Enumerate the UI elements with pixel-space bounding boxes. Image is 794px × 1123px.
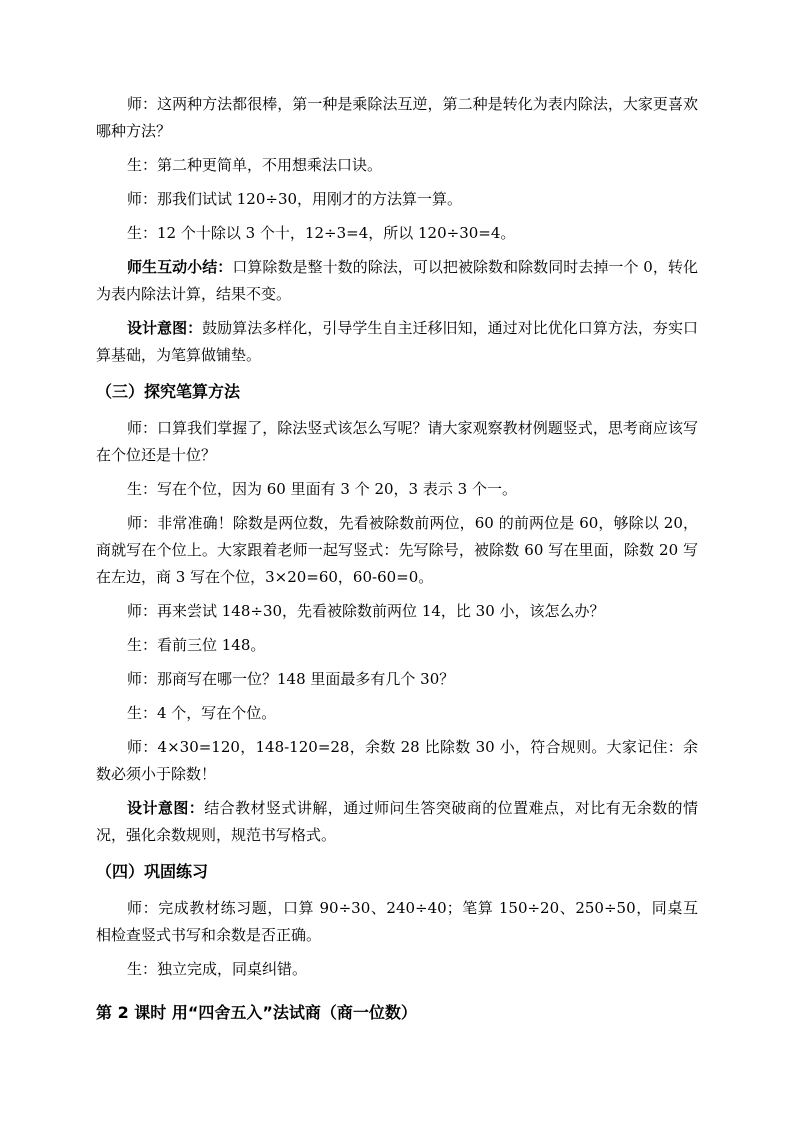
summary-label: 师生互动小结： [127, 258, 233, 276]
paragraph-text: 生：12 个十除以 3 个十，12÷3=4，所以 120÷30=4。 [127, 224, 516, 242]
paragraph-text: 生：写在个位，因为 60 里面有 3 个 20，3 表示 3 个一。 [127, 480, 517, 498]
lesson-title: 第 2 课时 用“四舍五入”法试商（商一位数） [96, 1003, 417, 1022]
paragraph-text: 师：这两种方法都很棒，第一种是乘除法互逆，第二种是转化为表内除法，大家更喜欢哪种方法？ [96, 95, 698, 140]
paragraph-text: 鼓励算法多样化，引导学生自主迁移旧知，通过对比优化口算方法，夯实口算基础，为笔算做铺垫。 [96, 319, 698, 364]
paragraph-text: 师：4×30=120，148-120=28，余数 28 比除数 30 小，符合规则。大家记住：余数必须小于除数！ [96, 738, 698, 783]
paragraph-text: 师：口算我们掌握了，除法竖式该怎么写呢？请大家观察教材例题竖式，思考商应该写在个位还是十位？ [96, 419, 698, 464]
paragraph [96, 632, 698, 659]
paragraph-text: 生：独立完成，同桌纠错。 [127, 960, 308, 978]
section-heading: （四）巩固练习 [96, 862, 209, 881]
summary-paragraph [96, 254, 698, 308]
paragraph-text: 师：那商写在哪一位？148 里面最多有几个 30？ [127, 670, 455, 688]
section-heading: （三）探究笔算方法 [96, 382, 241, 401]
paragraph [96, 666, 698, 693]
design-intent-paragraph [96, 315, 698, 369]
paragraph-text: 生：看前三位 148。 [127, 636, 266, 654]
paragraph-text: 生：4 个，写在个位。 [127, 704, 277, 722]
paragraph-text: 口算除数是整十数的除法，可以把被除数和除数同时去掉一个 0，转化为表内除法计算，结果不变。 [96, 258, 698, 303]
paragraph [96, 186, 698, 213]
paragraph [96, 510, 698, 591]
paragraph [96, 91, 698, 145]
paragraph [96, 734, 698, 788]
paragraph-text: 结合教材竖式讲解，通过师问生答突破商的位置难点，对比有无余数的情况，强化余数规则，规范书写格式。 [96, 799, 698, 844]
paragraph-text: 师：完成教材练习题，口算 90÷30、240÷40；笔算 150÷20、250÷50，同桌互相检查竖式书写和余数是否正确。 [96, 899, 698, 944]
paragraph-text: 生：第二种更简单，不用想乘法口诀。 [127, 156, 383, 174]
paragraph [96, 700, 698, 727]
paragraph [96, 598, 698, 625]
paragraph-text: 师：再来尝试 148÷30，先看被除数前两位 14，比 30 小，该怎么办？ [127, 602, 605, 620]
paragraph [96, 476, 698, 503]
paragraph [96, 895, 698, 949]
paragraph [96, 956, 698, 983]
paragraph [96, 415, 698, 469]
design-intent-label: 设计意图： [127, 319, 203, 337]
paragraph [96, 152, 698, 179]
design-intent-paragraph [96, 795, 698, 849]
paragraph-text: 师：那我们试试 120÷30，用刚才的方法算一算。 [127, 190, 463, 208]
paragraph-text: 师：非常准确！除数是两位数，先看被除数前两位，60 的前两位是 60，够除以 20，商就写在个位上。大家跟着老师一起写竖式：先写除号，被除数 60 写在里面，除数 20 写在左边，商 3 写在个位，3×20=60，60-60=0。 [96, 514, 698, 586]
design-intent-label: 设计意图： [127, 799, 205, 817]
paragraph [96, 220, 698, 247]
